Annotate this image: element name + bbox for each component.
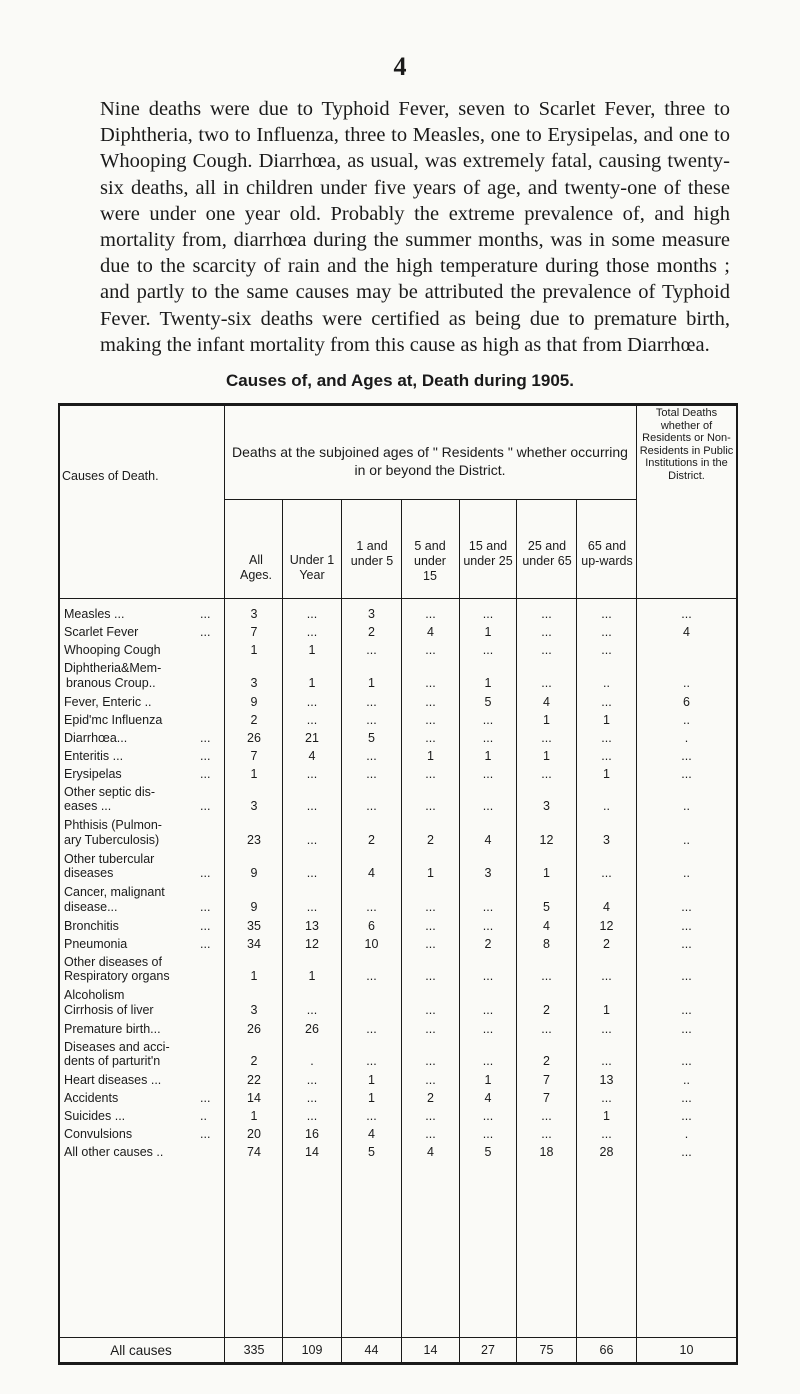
cause-label: Premature birth... <box>64 1021 161 1036</box>
cell-c15-25: 4 <box>484 832 492 847</box>
cause-label: Suicides ... <box>64 1109 126 1123</box>
cell-all: 7 <box>250 625 258 639</box>
cell-total: ... <box>681 766 692 781</box>
cell-c65: 4 <box>603 899 610 914</box>
cell-total: . <box>684 1127 689 1141</box>
cell-c1-5: 6 <box>368 918 375 933</box>
cell-u1: ... <box>306 799 318 813</box>
cell-c65: ... <box>601 866 612 880</box>
cause-label: Convulsions <box>64 1127 133 1141</box>
cell-all: 23 <box>247 832 261 847</box>
cell-c1-5: ... <box>366 712 377 727</box>
cell-total: .. <box>683 832 690 847</box>
cause-leader-dots: ... <box>200 748 211 763</box>
cause-label: Alcoholism <box>64 988 125 1002</box>
cell-c25-65: 7 <box>543 1073 550 1087</box>
cause-label: Diphtheria&Mem- <box>64 661 162 675</box>
cell-c5-15: ... <box>425 1002 436 1017</box>
cell-c15-25: ... <box>482 969 494 983</box>
col-rule-causes <box>224 403 225 1365</box>
cell-c65: 1 <box>603 766 610 781</box>
total-c25-65: 75 <box>539 1343 554 1357</box>
cell-c25-65: ... <box>541 643 552 657</box>
cell-c65: ... <box>601 694 612 709</box>
cell-u1: 16 <box>305 1127 319 1141</box>
cause-label: Pneumonia <box>64 936 128 951</box>
cause-label: Accidents <box>64 1091 119 1105</box>
cell-all: 7 <box>250 748 258 763</box>
cell-total: ... <box>681 936 692 951</box>
header-65-up: 65 and up-wards <box>581 539 633 568</box>
cause-label: Diseases and acci- <box>64 1039 170 1054</box>
cause-label: Enteritis ... <box>64 748 124 763</box>
cell-c5-15: ... <box>425 799 436 813</box>
cell-c25-65: 3 <box>543 799 550 813</box>
cell-total: .. <box>683 799 690 813</box>
cause-label: Erysipelas <box>64 766 122 781</box>
cell-c1-5: ... <box>366 799 377 813</box>
cell-c15-25: 5 <box>484 694 492 709</box>
cell-c5-15: 1 <box>427 866 434 880</box>
totals-label: All causes <box>110 1343 172 1358</box>
cell-c1-5: 10 <box>364 936 379 951</box>
cause-label: Scarlet Fever <box>64 625 139 639</box>
cell-c5-15: ... <box>425 730 436 745</box>
total-u1: 109 <box>301 1343 323 1357</box>
cell-c1-5: ... <box>366 694 377 709</box>
cell-c1-5: ... <box>366 1054 377 1068</box>
cell-total: .. <box>683 1073 690 1087</box>
cell-c15-25: ... <box>482 766 494 781</box>
cell-c1-5: ... <box>366 1021 377 1036</box>
cause-label: ary Tuberculosis) <box>64 832 160 847</box>
cell-c1-5: 3 <box>368 607 375 621</box>
cell-c1-5: 2 <box>368 832 375 847</box>
cell-all: 74 <box>247 1145 261 1159</box>
cell-c25-65: ... <box>541 1109 552 1123</box>
cell-all: 3 <box>250 799 258 813</box>
cell-u1: . <box>310 1054 314 1068</box>
cell-c5-15: ... <box>425 607 436 621</box>
table-title: Causes of, and Ages at, Death during 1905. <box>226 371 574 390</box>
cell-total: ... <box>681 1021 692 1036</box>
cell-c25-65: 5 <box>543 899 550 914</box>
cell-c65: 12 <box>599 918 614 933</box>
cell-c15-25: 1 <box>484 748 492 763</box>
cell-all: 26 <box>247 1021 261 1036</box>
cell-u1: ... <box>306 607 318 621</box>
cause-label: Diarrhœa... <box>64 730 128 745</box>
total-total: 10 <box>679 1343 694 1357</box>
cause-label: Respiratory organs <box>64 969 170 983</box>
cell-c65: 1 <box>603 1002 610 1017</box>
cause-label: Other septic dis- <box>64 784 156 799</box>
cause-leader-dots: ... <box>200 899 211 914</box>
cell-u1: ... <box>306 1091 318 1105</box>
cell-c15-25: ... <box>482 1054 494 1068</box>
cell-c65: ... <box>601 748 612 763</box>
cell-u1: ... <box>306 866 318 880</box>
header-1-to-5: 1 and under 5 <box>350 539 394 568</box>
cause-label: Fever, Enteric .. <box>64 694 152 709</box>
cell-c15-25: 2 <box>484 936 492 951</box>
table-left-rule <box>58 403 60 1365</box>
page-number: 4 <box>393 52 407 81</box>
cell-total: ... <box>681 607 692 621</box>
cell-u1: 13 <box>305 918 319 933</box>
col-rule-65up <box>636 403 637 1365</box>
cell-c65: ... <box>601 969 612 983</box>
cause-label: disease... <box>64 899 118 914</box>
cell-all: 34 <box>247 936 261 951</box>
header-5-to-15: 5 and under 15 <box>414 539 446 583</box>
cause-label: Other diseases of <box>64 954 162 969</box>
cause-label: Heart diseases ... <box>64 1073 162 1087</box>
cell-c15-25: 1 <box>484 625 492 639</box>
cell-c5-15: ... <box>425 1127 436 1141</box>
cause-label: Epid'mc Influenza <box>64 712 163 727</box>
cause-leader-dots: ... <box>200 625 211 639</box>
cell-c25-65: ... <box>541 1127 552 1141</box>
cell-c5-15: ... <box>425 936 436 951</box>
cell-u1: ... <box>306 899 318 914</box>
cell-c25-65: 2 <box>543 1002 550 1017</box>
cause-label: eases ... <box>64 799 112 813</box>
cause-leader-dots: ... <box>200 799 211 813</box>
table-right-rule <box>736 403 738 1365</box>
cell-all: 9 <box>250 694 258 709</box>
cell-c5-15: 1 <box>427 748 434 763</box>
cell-c65: 2 <box>603 936 610 951</box>
cell-all: 2 <box>250 1054 258 1068</box>
cell-c25-65: ... <box>541 607 552 621</box>
cell-c5-15: ... <box>425 1021 436 1036</box>
cell-u1: 26 <box>305 1021 319 1036</box>
cell-all: 3 <box>250 607 258 621</box>
cell-total: ... <box>681 918 692 933</box>
cell-all: 1 <box>250 1109 258 1123</box>
cell-u1: 1 <box>308 643 316 657</box>
cell-c15-25: ... <box>482 730 494 745</box>
cell-u1: ... <box>306 832 318 847</box>
cell-total: ... <box>681 969 692 983</box>
cell-c65: ... <box>601 625 612 639</box>
cell-c1-5: 5 <box>368 1145 375 1159</box>
cause-leader-dots: ... <box>200 918 211 933</box>
cell-c25-65: 1 <box>543 866 550 880</box>
cell-c25-65: 1 <box>543 748 550 763</box>
cell-c5-15: ... <box>425 643 436 657</box>
cell-c65: .. <box>603 675 610 690</box>
cause-label: diseases <box>64 866 114 880</box>
cell-c65: ... <box>601 1054 612 1068</box>
cell-u1: 14 <box>305 1145 319 1159</box>
cell-c1-5: 1 <box>368 1091 375 1105</box>
cell-all: 1 <box>250 643 258 657</box>
cell-c15-25: 4 <box>484 1091 492 1105</box>
total-c1-5: 44 <box>364 1343 379 1357</box>
cell-c1-5: 2 <box>368 625 375 639</box>
cell-c15-25: 5 <box>484 1145 492 1159</box>
cause-leader-dots: ... <box>200 866 211 880</box>
cell-c15-25: ... <box>482 1109 494 1123</box>
cell-total: .. <box>683 866 690 880</box>
cell-c5-15: ... <box>425 766 436 781</box>
cell-c15-25: ... <box>482 918 494 933</box>
cause-leader-dots: ... <box>200 1091 211 1105</box>
cell-c1-5: ... <box>366 1109 377 1123</box>
cell-c65: ... <box>601 643 612 657</box>
header-causes: Causes of Death. <box>62 469 159 483</box>
cell-c5-15: ... <box>425 1073 436 1087</box>
cell-c5-15: ... <box>425 899 436 914</box>
cell-c5-15: 4 <box>427 1145 434 1159</box>
cell-c15-25: ... <box>482 799 494 813</box>
cause-label: Cancer, malignant <box>64 885 165 899</box>
cell-c25-65: 1 <box>543 712 550 727</box>
header-age-group: Deaths at the subjoined ages of " Residents " whether occurring in or beyond the District. <box>232 444 628 478</box>
cell-total: .. <box>683 675 690 690</box>
cell-total: ... <box>681 1109 692 1123</box>
cause-leader-dots: ... <box>200 730 211 745</box>
cell-total: ... <box>681 899 692 914</box>
cell-c1-5: ... <box>366 969 377 983</box>
cell-c1-5: 4 <box>368 866 375 880</box>
cell-c15-25: 1 <box>484 675 492 690</box>
cell-c5-15: ... <box>425 969 436 983</box>
cell-total: .. <box>683 712 690 727</box>
cell-u1: ... <box>306 625 318 639</box>
cell-c5-15: 4 <box>427 625 434 639</box>
cell-c65: 1 <box>603 712 610 727</box>
cell-all: 26 <box>247 730 261 745</box>
header-all-ages: All Ages. <box>240 553 272 582</box>
cell-u1: ... <box>306 712 318 727</box>
cell-total: ... <box>681 1145 692 1159</box>
cell-c1-5: ... <box>366 748 377 763</box>
total-c5-15: 14 <box>423 1343 438 1357</box>
cell-c25-65: 4 <box>543 918 550 933</box>
cause-label: Measles ... <box>64 607 125 621</box>
cell-c1-5: ... <box>366 899 377 914</box>
cell-c5-15: 2 <box>427 832 434 847</box>
cell-c5-15: ... <box>425 918 436 933</box>
cell-c65: ... <box>601 1091 612 1105</box>
cause-label: Bronchitis <box>64 918 119 933</box>
age-group-divider <box>224 499 636 500</box>
cell-c15-25: 3 <box>484 866 492 880</box>
cell-all: 9 <box>250 899 258 914</box>
cell-c15-25: ... <box>482 1002 494 1017</box>
cell-all: 1 <box>250 969 258 983</box>
cell-c15-25: ... <box>482 1127 494 1141</box>
cell-all: 9 <box>250 866 258 880</box>
cell-c25-65: 2 <box>543 1054 550 1068</box>
total-c65: 66 <box>599 1343 614 1357</box>
cell-c15-25: 1 <box>484 1073 492 1087</box>
cell-c5-15: ... <box>425 675 436 690</box>
cell-c5-15: 2 <box>427 1091 434 1105</box>
cause-label: Phthisis (Pulmon- <box>64 818 162 832</box>
cell-all: 14 <box>247 1091 261 1105</box>
header-25-to-65: 25 and under 65 <box>522 539 572 568</box>
cause-label: Cirrhosis of liver <box>64 1002 154 1017</box>
cell-c65: ... <box>601 730 612 745</box>
total-all: 335 <box>243 1343 265 1357</box>
cause-label: All other causes .. <box>64 1145 164 1159</box>
cell-c25-65: 7 <box>543 1091 550 1105</box>
cell-all: 3 <box>250 1002 258 1017</box>
cell-all: 2 <box>250 712 258 727</box>
cell-c65: 1 <box>603 1109 610 1123</box>
cell-u1: ... <box>306 766 318 781</box>
cell-c25-65: 8 <box>543 936 550 951</box>
cell-total: ... <box>681 1054 692 1068</box>
cause-leader-dots: ... <box>200 936 211 951</box>
cell-c15-25: ... <box>482 607 494 621</box>
cause-label: Whooping Cough <box>64 643 161 657</box>
cause-leader-dots: ... <box>200 607 211 621</box>
cell-c5-15: ... <box>425 1054 436 1068</box>
cell-c25-65: 12 <box>539 832 554 847</box>
cell-c65: ... <box>601 1021 612 1036</box>
cause-leader-dots: ... <box>200 1127 211 1141</box>
header-total-deaths: Total Deaths whether of Residents or Non-Residents in Public Institutions in the District. <box>639 407 734 482</box>
cell-u1: 4 <box>308 748 316 763</box>
cell-c1-5: 5 <box>368 730 375 745</box>
cause-leader-dots: ... <box>200 766 211 781</box>
cell-c65: 3 <box>603 832 610 847</box>
cell-c65: .. <box>603 799 610 813</box>
cell-total: ... <box>681 1091 692 1105</box>
cause-leader-dots: .. <box>200 1109 207 1123</box>
cell-c1-5: ... <box>366 766 377 781</box>
cell-c25-65: 4 <box>543 694 550 709</box>
cell-c25-65: ... <box>541 1021 552 1036</box>
cell-c65: 28 <box>599 1145 614 1159</box>
cell-c1-5: 1 <box>368 1073 375 1087</box>
cell-c25-65: 18 <box>539 1145 554 1159</box>
cell-all: 1 <box>250 766 258 781</box>
cell-all: 3 <box>250 675 258 690</box>
cell-c15-25: ... <box>482 1021 494 1036</box>
cell-total: . <box>684 730 689 745</box>
cell-c15-25: ... <box>482 712 494 727</box>
cell-u1: ... <box>306 1109 318 1123</box>
cell-c1-5: 4 <box>368 1127 375 1141</box>
cell-c15-25: ... <box>482 899 494 914</box>
cell-total: ... <box>681 748 692 763</box>
cell-c25-65: ... <box>541 730 552 745</box>
cell-u1: 12 <box>305 936 319 951</box>
cell-c65: ... <box>601 1127 612 1141</box>
cell-c25-65: ... <box>541 969 552 983</box>
causes-of-death-table <box>58 403 738 1365</box>
cell-u1: ... <box>306 694 318 709</box>
cell-all: 35 <box>247 918 261 933</box>
cell-c5-15: ... <box>425 1109 436 1123</box>
cell-c5-15: ... <box>425 712 436 727</box>
cell-u1: ... <box>306 1073 318 1087</box>
cell-c25-65: ... <box>541 675 552 690</box>
body-paragraph: Nine deaths were due to Typhoid Fever, seven to Scarlet Fever, three to Diphtheria, two to Influenza, three to Measles, one to Erysipelas, and one to Whooping Cough. Diarrhœa, as usual, was extremely fatal, causing twenty-six deaths, all in children under five years of age, and twenty-one of these were under one year old. Probably the extreme prevalence of, and high mortality from, diarrhœa during the summer months, was in some measure due to the scarcity of rain and the high temperature during those months ; and partly to the same causes may be attributed the prevalence of Typhoid Fever. Twenty-six deaths were certified as being due to premature birth, making the infant mortality from this cause as high as that from Diarrhœa. <box>100 98 730 356</box>
cell-c65: 13 <box>599 1073 614 1087</box>
header-15-to-25: 15 and under 25 <box>463 539 513 568</box>
cell-u1: 1 <box>308 675 316 690</box>
total-c15-25: 27 <box>481 1343 495 1357</box>
cause-label: dents of parturit'n <box>64 1054 161 1068</box>
cell-c25-65: ... <box>541 625 552 639</box>
header-under-1: Under 1 Year <box>289 553 335 582</box>
cell-u1: 1 <box>308 969 316 983</box>
cell-c15-25: ... <box>482 643 494 657</box>
cell-all: 20 <box>247 1127 261 1141</box>
cell-c5-15: ... <box>425 694 436 709</box>
cell-u1: 21 <box>305 730 319 745</box>
cause-label: Other tubercular <box>64 851 155 866</box>
cell-c1-5: 1 <box>368 675 375 690</box>
cell-c65: ... <box>601 607 612 621</box>
cause-label: branous Croup.. <box>66 675 156 690</box>
cell-c1-5: ... <box>366 643 377 657</box>
cell-c25-65: ... <box>541 766 552 781</box>
cell-all: 22 <box>247 1073 261 1087</box>
cell-total: 6 <box>683 694 690 709</box>
cell-total: 4 <box>683 625 690 639</box>
cell-u1: ... <box>306 1002 318 1017</box>
cell-total: ... <box>681 1002 692 1017</box>
